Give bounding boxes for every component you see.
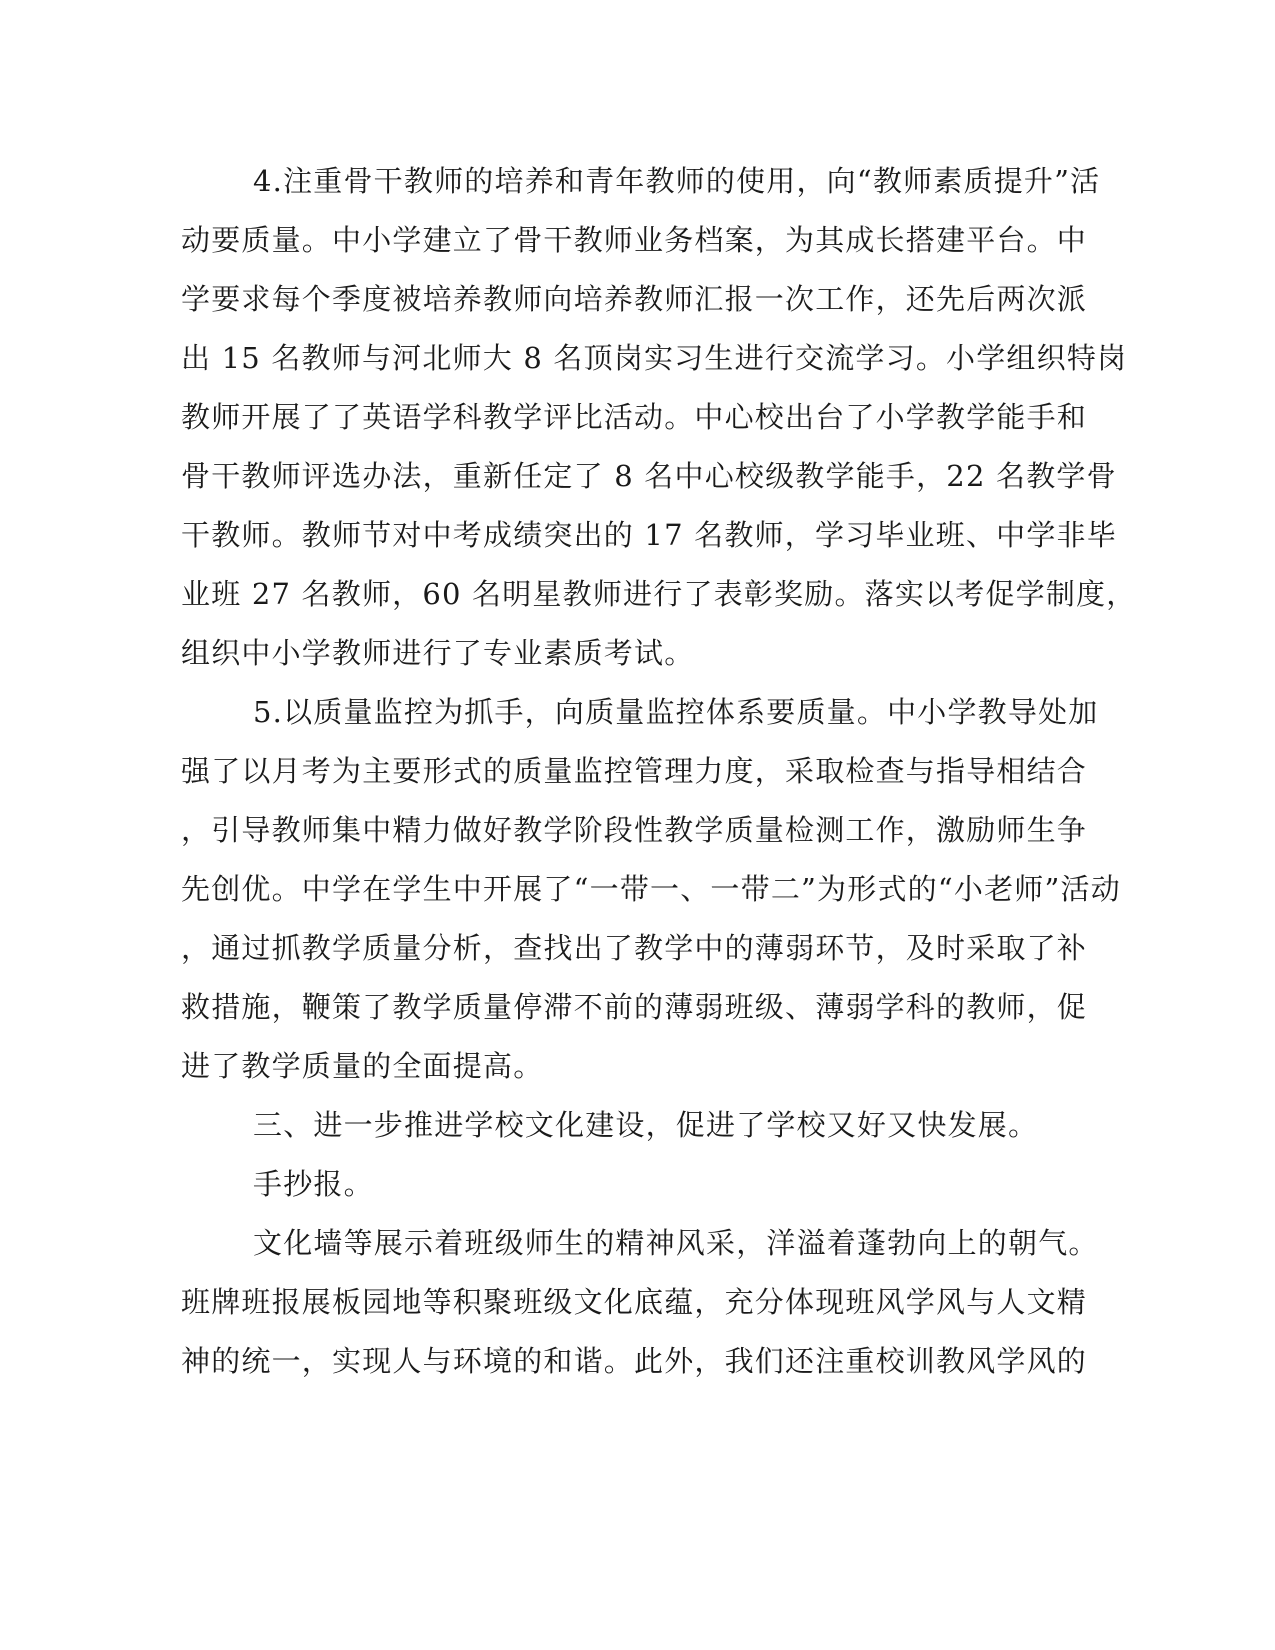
paragraph-line: 先创优。中学在学生中开展了“一带一、一带二”为形式的“小老师”活动: [181, 872, 1121, 906]
paragraph-line: 强了以月考为主要形式的质量监控管理力度，采取检查与指导相结合: [181, 754, 1088, 788]
paragraph-line: 班牌班报展板园地等积聚班级文化底蕴，充分体现班风学风与人文精: [181, 1285, 1088, 1319]
paragraph-line: 动要质量。中小学建立了骨干教师业务档案，为其成长搭建平台。中: [181, 223, 1088, 257]
paragraph-line: 学要求每个季度被培养教师向培养教师汇报一次工作，还先后两次派: [181, 282, 1088, 316]
paragraph-line: 骨干教师评选办法，重新任定了 8 名中心校级教学能手，22 名教学骨: [181, 459, 1117, 493]
paragraph-line: 教师开展了了英语学科教学评比活动。中心校出台了小学教学能手和: [181, 400, 1088, 434]
paragraph-line: 出 15 名教师与河北师大 8 名顶岗实习生进行交流学习。小学组织特岗: [181, 341, 1128, 375]
paragraph-line: ，通过抓教学质量分析，查找出了教学中的薄弱环节，及时采取了补: [181, 931, 1088, 965]
paragraph-line: 救措施，鞭策了教学质量停滞不前的薄弱班级、薄弱学科的教师，促: [181, 990, 1088, 1024]
paragraph-line: 进了教学质量的全面提高。: [181, 1049, 544, 1083]
section-heading: 三、进一步推进学校文化建设，促进了学校又好又快发展。: [253, 1108, 1039, 1142]
paragraph-line: 手抄报。: [253, 1167, 374, 1201]
paragraph-line: 业班 27 名教师，60 名明星教师进行了表彰奖励。落实以考促学制度，: [181, 577, 1137, 611]
paragraph-line: 4.注重骨干教师的培养和青年教师的使用，向“教师素质提升”活: [253, 164, 1101, 198]
paragraph-line: 神的统一，实现人与环境的和谐。此外，我们还注重校训教风学风的: [181, 1344, 1088, 1378]
paragraph-line: 5.以质量监控为抓手，向质量监控体系要质量。中小学教导处加: [253, 695, 1099, 729]
paragraph-line: ，引导教师集中精力做好教学阶段性教学质量检测工作，激励师生争: [181, 813, 1088, 847]
paragraph-line: 组织中小学教师进行了专业素质考试。: [181, 636, 695, 670]
body-text: [181, 152, 1137, 1391]
paragraph-line: 文化墙等展示着班级师生的精神风采，洋溢着蓬勃向上的朝气。: [253, 1226, 1099, 1260]
paragraph-line: 干教师。教师节对中考成绩突出的 17 名教师，学习毕业班、中学非毕: [181, 518, 1117, 552]
